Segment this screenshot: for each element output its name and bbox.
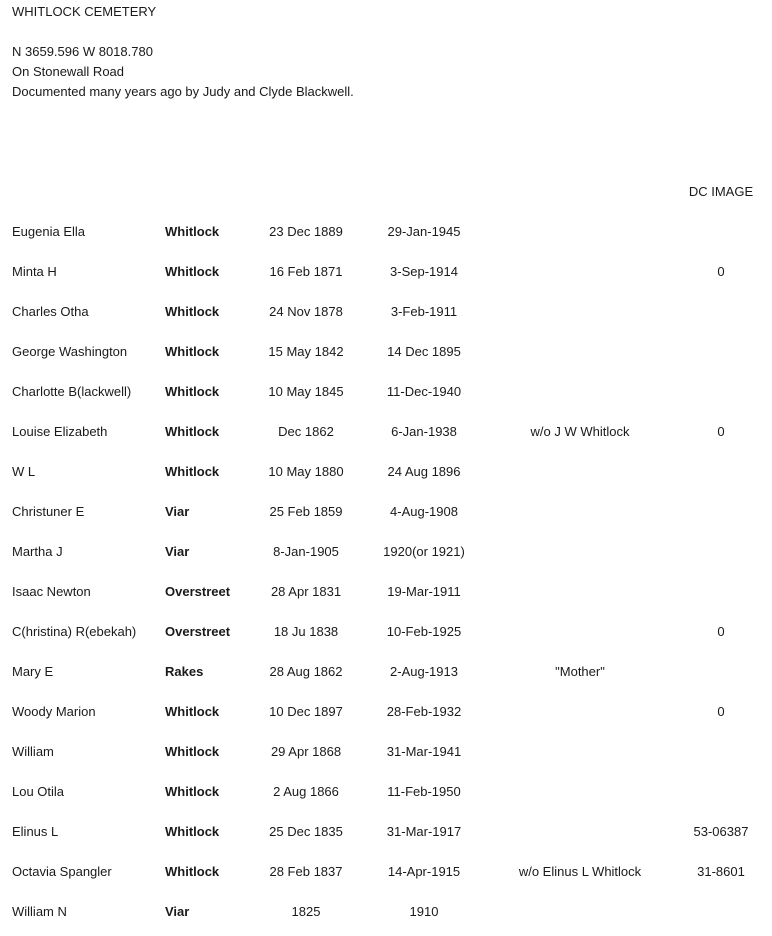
first-name: W L — [12, 464, 36, 479]
first-name: Elinus L — [12, 824, 59, 839]
first-name: Mary E — [12, 664, 54, 679]
notes: w/o J W Whitlock — [530, 424, 630, 439]
surname: Rakes — [165, 664, 204, 679]
first-name: George Washington — [12, 344, 128, 359]
surname: Overstreet — [165, 584, 231, 599]
death-date: 11-Dec-1940 — [386, 384, 462, 399]
table-row — [0, 702, 772, 722]
birth-date: 10 May 1880 — [268, 464, 344, 479]
table-row — [0, 342, 772, 362]
first-name: Lou Otila — [12, 784, 65, 799]
death-date: 4-Aug-1908 — [390, 504, 458, 519]
dc-image-ref: 0 — [717, 624, 725, 639]
table-row — [0, 902, 772, 922]
surname: Whitlock — [165, 264, 220, 279]
birth-date: 15 May 1842 — [268, 344, 344, 359]
death-date: 29-Jan-1945 — [387, 224, 461, 239]
first-name: Isaac Newton — [12, 584, 91, 599]
death-date: 14-Apr-1915 — [387, 864, 461, 879]
birth-date: 25 Dec 1835 — [269, 824, 343, 839]
documentation-note: Documented many years ago by Judy and Clyde Blackwell. — [12, 84, 354, 99]
birth-date: 24 Nov 1878 — [269, 304, 343, 319]
birth-date: 18 Ju 1838 — [273, 624, 339, 639]
table-row — [0, 582, 772, 602]
first-name: William N — [12, 904, 67, 919]
gps-coordinates: N 3659.596 W 8018.780 — [12, 44, 153, 59]
surname: Whitlock — [165, 384, 220, 399]
death-date: 14 Dec 1895 — [387, 344, 461, 359]
birth-date: Dec 1862 — [278, 424, 334, 439]
location-text: On Stonewall Road — [12, 64, 125, 79]
death-date: 3-Feb-1911 — [390, 304, 458, 319]
first-name: Minta H — [12, 264, 57, 279]
first-name: Woody Marion — [12, 704, 96, 719]
birth-date: 8-Jan-1905 — [273, 544, 339, 559]
death-date: 28-Feb-1932 — [386, 704, 462, 719]
birth-date: 28 Aug 1862 — [269, 664, 343, 679]
dc-image-column-header: DC IMAGE — [688, 184, 754, 199]
first-name: Octavia Spangler — [12, 864, 112, 879]
death-date: 2-Aug-1913 — [390, 664, 458, 679]
birth-date: 25 Feb 1859 — [269, 504, 343, 519]
surname: Whitlock — [165, 464, 220, 479]
death-date: 11-Feb-1950 — [387, 784, 461, 799]
first-name: Martha J — [12, 544, 63, 559]
surname: Whitlock — [165, 304, 220, 319]
birth-date: 2 Aug 1866 — [273, 784, 339, 799]
death-date: 1910 — [409, 904, 439, 919]
notes: w/o Elinus L Whitlock — [518, 864, 642, 879]
birth-date: 28 Apr 1831 — [270, 584, 342, 599]
death-date: 19-Mar-1911 — [387, 584, 461, 599]
surname: Overstreet — [165, 624, 231, 639]
table-row — [0, 262, 772, 282]
death-date: 3-Sep-1914 — [390, 264, 458, 279]
dc-image-ref: 0 — [717, 704, 725, 719]
table-row — [0, 742, 772, 762]
surname: Whitlock — [165, 704, 220, 719]
first-name: Charles Otha — [12, 304, 89, 319]
birth-date: 29 Apr 1868 — [270, 744, 342, 759]
table-row — [0, 502, 772, 522]
first-name: Louise Elizabeth — [12, 424, 108, 439]
birth-date: 28 Feb 1837 — [269, 864, 343, 879]
dc-image-ref: 0 — [717, 424, 725, 439]
death-date: 10-Feb-1925 — [386, 624, 462, 639]
table-row — [0, 382, 772, 402]
surname: Whitlock — [165, 224, 220, 239]
first-name: Christuner E — [12, 504, 85, 519]
surname: Viar — [165, 504, 190, 519]
surname: Whitlock — [165, 424, 220, 439]
death-date: 31-Mar-1941 — [386, 744, 462, 759]
birth-date: 23 Dec 1889 — [269, 224, 343, 239]
surname: Whitlock — [165, 824, 220, 839]
dc-image-ref: 0 — [717, 264, 725, 279]
table-row — [0, 302, 772, 322]
table-row — [0, 542, 772, 562]
document-title: WHITLOCK CEMETERY — [12, 4, 157, 19]
death-date: 31-Mar-1917 — [386, 824, 462, 839]
first-name: Charlotte B(lackwell) — [12, 384, 132, 399]
birth-date: 10 Dec 1897 — [269, 704, 343, 719]
death-date: 6-Jan-1938 — [391, 424, 457, 439]
birth-date: 1825 — [291, 904, 321, 919]
dc-image-ref: 53-06387 — [693, 824, 749, 839]
surname: Whitlock — [165, 744, 220, 759]
table-row — [0, 622, 772, 642]
surname: Viar — [165, 904, 190, 919]
table-row — [0, 422, 772, 442]
surname: Whitlock — [165, 784, 220, 799]
death-date: 1920(or 1921) — [383, 544, 465, 559]
birth-date: 10 May 1845 — [268, 384, 344, 399]
birth-date: 16 Feb 1871 — [269, 264, 343, 279]
first-name: William — [12, 744, 54, 759]
surname: Whitlock — [165, 864, 220, 879]
table-row — [0, 862, 772, 882]
first-name: C(hristina) R(ebekah) — [12, 624, 137, 639]
notes: "Mother" — [555, 664, 605, 679]
table-row — [0, 782, 772, 802]
table-row — [0, 822, 772, 842]
table-row — [0, 462, 772, 482]
death-date: 24 Aug 1896 — [387, 464, 461, 479]
dc-image-ref: 31-8601 — [697, 864, 745, 879]
table-row — [0, 662, 772, 682]
surname: Viar — [165, 544, 190, 559]
first-name: Eugenia Ella — [12, 224, 85, 239]
table-row — [0, 222, 772, 242]
surname: Whitlock — [165, 344, 220, 359]
